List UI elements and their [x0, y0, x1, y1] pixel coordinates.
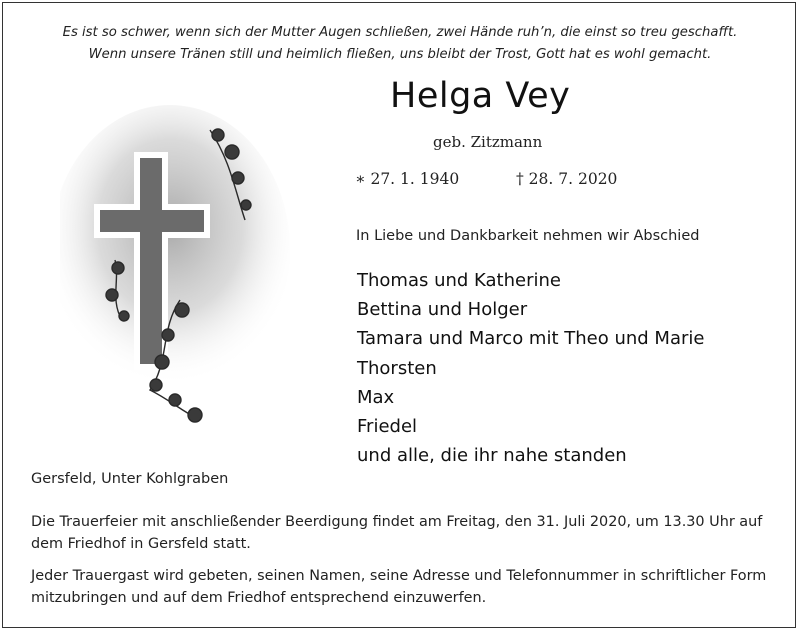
mourner-item: Thorsten	[357, 357, 437, 379]
mourner-item: Friedel	[357, 415, 418, 437]
maiden-name: geb. Zitzmann	[433, 133, 543, 151]
death-date: † 28. 7. 2020	[516, 170, 618, 188]
funeral-notice: Die Trauerfeier mit anschließender Beerdigung findet am Freitag, den 31. Juli 2020, um 13.30 Uhr auf dem Friedhof in Gersfeld statt.	[31, 514, 763, 552]
farewell-line: In Liebe und Dankbarkeit nehmen wir Abschied	[356, 228, 700, 244]
family-location: Gersfeld, Unter Kohlgraben	[31, 471, 229, 487]
deceased-name: Helga Vey	[390, 76, 571, 116]
poem-line-2: Wenn unsere Tränen still und heimlich fließen, uns bleibt der Trost, Gott hat es wohl gemacht.	[88, 47, 712, 62]
mourner-item: Thomas und Katherine	[357, 270, 561, 291]
birth-date: ∗ 27. 1. 1940	[355, 170, 460, 188]
guest-notice: Jeder Trauergast wird gebeten, seinen Namen, seine Adresse und Telefonnummer in schriftlicher Form mitzubringen und auf dem Friedhof entsprechend einzuwerfen.	[31, 568, 767, 606]
cross-icon	[60, 100, 290, 440]
poem-line-1: Es ist so schwer, wenn sich der Mutter Augen schließen, zwei Hände ruh’n, die einst so treu geschafft.	[62, 25, 738, 40]
mourner-item: Bettina und Holger	[357, 299, 528, 321]
mourner-list	[357, 266, 704, 470]
mourner-item: Tamara und Marco mit Theo und Marie	[357, 328, 705, 350]
poem	[0, 22, 800, 66]
mourner-item: und alle, die ihr nahe standen	[357, 445, 627, 467]
mourner-item: Max	[357, 386, 395, 408]
